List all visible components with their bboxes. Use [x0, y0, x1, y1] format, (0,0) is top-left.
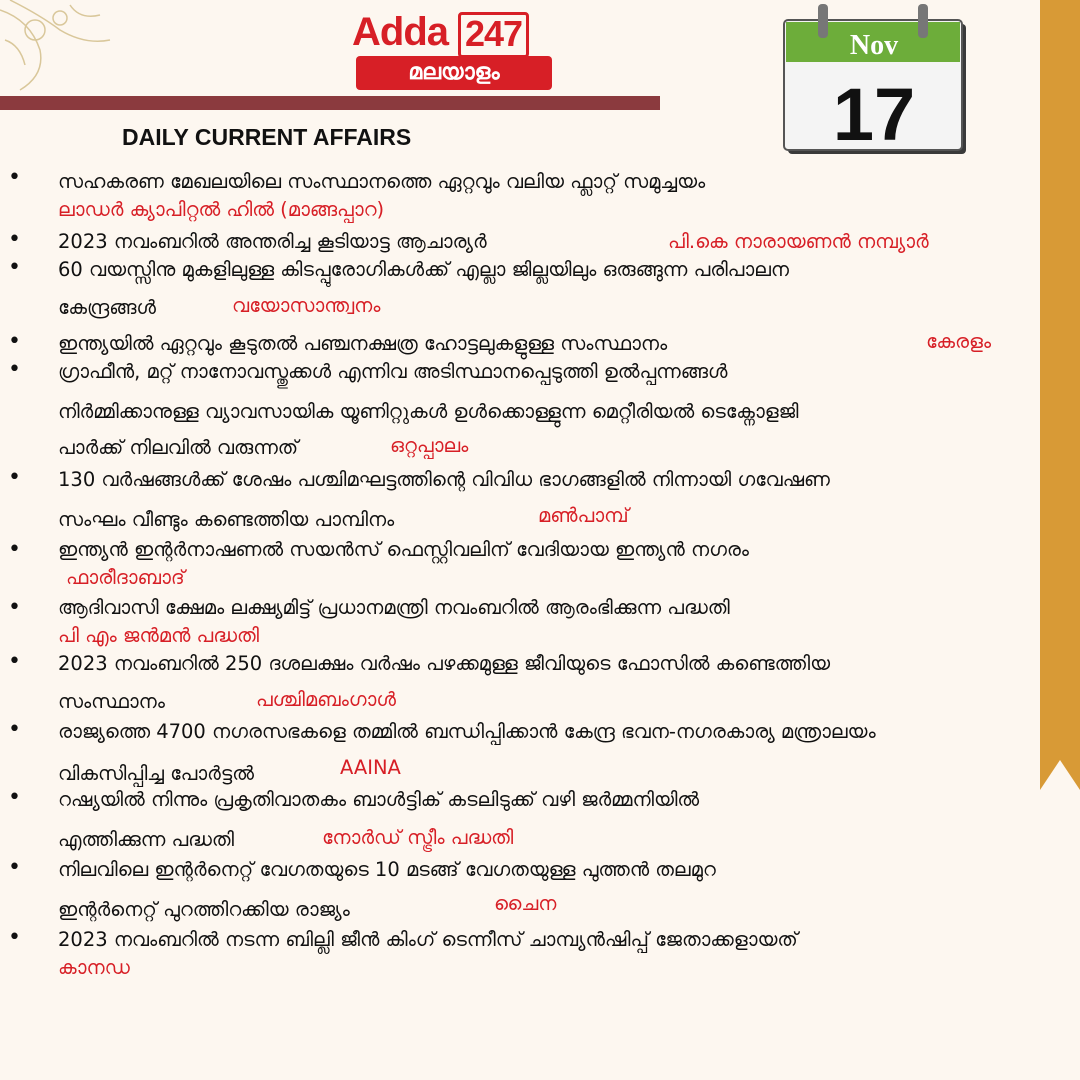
question-line: റഷ്യയിൽ നിന്നും പ്രകൃതിവാതകം ബാൾട്ടിക് കടലിടുക്ക് വഴി ജർമ്മനിയിൽ	[58, 788, 700, 811]
question-line: സംഘം വീണ്ടും കണ്ടെത്തിയ പാമ്പിനം	[58, 508, 395, 531]
question-line: പാർക്ക് നിലവിൽ വരുന്നത്	[58, 436, 299, 459]
bullet: •	[8, 649, 21, 674]
question-line: രാജ്യത്തെ 4700 നഗരസഭകളെ തമ്മിൽ ബന്ധിപ്പിക്കാൻ കേന്ദ്ര ഭവന-നഗരകാര്യ മന്ത്രാലയം	[58, 720, 876, 743]
question-line: ഗ്രാഫീൻ, മറ്റ് നാനോവസ്തുക്കൾ എന്നിവ അടിസ്ഥാനപ്പെടുത്തി ഉൽപ്പന്നങ്ങൾ	[58, 360, 728, 383]
question-line: ആദിവാസി ക്ഷേമം ലക്ഷ്യമിട്ട് പ്രധാനമന്ത്രി നവംബറിൽ ആരംഭിക്കുന്ന പദ്ധതി	[58, 596, 730, 619]
question-line: കേന്ദ്രങ്ങൾ	[58, 296, 156, 319]
answer: ചൈന	[494, 892, 557, 915]
bullet: •	[8, 465, 21, 490]
answer: ലാഡർ ക്യാപിറ്റൽ ഹിൽ (മാങ്ങപ്പാറ)	[58, 198, 385, 221]
brand-number: 247	[458, 12, 529, 58]
answer: ഒറ്റപ്പാലം	[390, 434, 469, 457]
answer: AAINA	[340, 756, 401, 779]
bullet: •	[8, 595, 21, 620]
bullet: •	[8, 255, 21, 280]
question-line: നിലവിലെ ഇന്റർനെറ്റ് വേഗതയുടെ 10 മടങ്ങ് വേഗതയുള്ള പുത്തൻ തലമുറ	[58, 858, 716, 881]
question-line: ഇന്റർനെറ്റ് പുറത്തിറക്കിയ രാജ്യം	[58, 898, 350, 921]
question-line: 60 വയസ്സിനു മുകളിലുള്ള കിടപ്പുരോഗികൾക്ക് എല്ലാ ജില്ലയിലും ഒരുങ്ങുന്ന പരിപാലന	[58, 258, 789, 281]
question-line: ഇന്ത്യയിൽ ഏറ്റവും കൂടുതൽ പഞ്ചനക്ഷത്ര ഹോട്ടലുകളുള്ള സംസ്ഥാനം	[58, 332, 668, 355]
answer: കാനഡ	[58, 956, 130, 979]
question-line: 2023 നവംബറിൽ നടന്ന ബില്ലി ജീൻ കിംഗ് ടെന്നീസ് ചാമ്പ്യൻഷിപ്പ് ജേതാക്കളായത്	[58, 928, 798, 951]
question-line: സഹകരണ മേഖലയിലെ സംസ്ഥാനത്തെ ഏറ്റവും വലിയ ഫ്ലാറ്റ് സമുച്ചയം	[58, 170, 706, 193]
bullet: •	[8, 227, 21, 252]
bullet: •	[8, 165, 21, 190]
question-line: 2023 നവംബറിൽ 250 ദശലക്ഷം വർഷം പഴക്കമുള്ള ജീവിയുടെ ഫോസിൽ കണ്ടെത്തിയ	[58, 652, 831, 675]
question-line: എത്തിക്കുന്ന പദ്ധതി	[58, 828, 234, 851]
bullet: •	[8, 357, 21, 382]
answer: കേരളം	[926, 330, 992, 353]
answer: പശ്ചിമബംഗാൾ	[256, 688, 396, 711]
brand-name: Adda	[352, 10, 448, 54]
calendar-month: Nov	[849, 30, 899, 61]
question-line: സംസ്ഥാനം	[58, 690, 165, 713]
question-line: നിർമ്മിക്കാനുള്ള വ്യാവസായിക യൂണിറ്റുകൾ ഉൾക്കൊള്ളുന്ന മെറ്റീരിയൽ ടെക്നോളജി	[58, 400, 799, 423]
answer: വയോസാന്ത്വനം	[232, 294, 381, 317]
answer: പി എം ജൻമൻ പദ്ധതി	[58, 624, 259, 647]
bullet: •	[8, 717, 21, 742]
bullet: •	[8, 785, 21, 810]
answer: നോർഡ് സ്ട്രീം പദ്ധതി	[322, 826, 514, 849]
bullet: •	[8, 329, 21, 354]
bullet: •	[8, 925, 21, 950]
question-line: 130 വർഷങ്ങൾക്ക് ശേഷം പശ്ചിമഘട്ടത്തിന്റെ വിവിധ ഭാഗങ്ങളിൽ നിന്നായി ഗവേഷണ	[58, 468, 830, 491]
bullet: •	[8, 855, 21, 880]
answer: മൺപാമ്പ്	[538, 504, 629, 527]
answer: ഫാരീദാബാദ്	[66, 566, 185, 589]
question-line: 2023 നവംബറിൽ അന്തരിച്ച കൂടിയാട്ട ആചാര്യർ	[58, 230, 487, 253]
question-line: ഇന്ത്യൻ ഇന്റർനാഷണൽ സയൻസ് ഫെസ്റ്റിവലിന് വേദിയായ ഇന്ത്യൻ നഗരം	[58, 538, 749, 561]
answer: പി.കെ നാരായണൻ നമ്പ്യാർ	[668, 230, 929, 253]
calendar-day: 17	[832, 73, 916, 156]
brand-subtitle: മലയാളം	[356, 56, 552, 90]
question-line: വികസിപ്പിച്ച പോർട്ടൽ	[58, 762, 254, 785]
bullet: •	[8, 537, 21, 562]
page-title: DAILY CURRENT AFFAIRS	[122, 124, 412, 150]
